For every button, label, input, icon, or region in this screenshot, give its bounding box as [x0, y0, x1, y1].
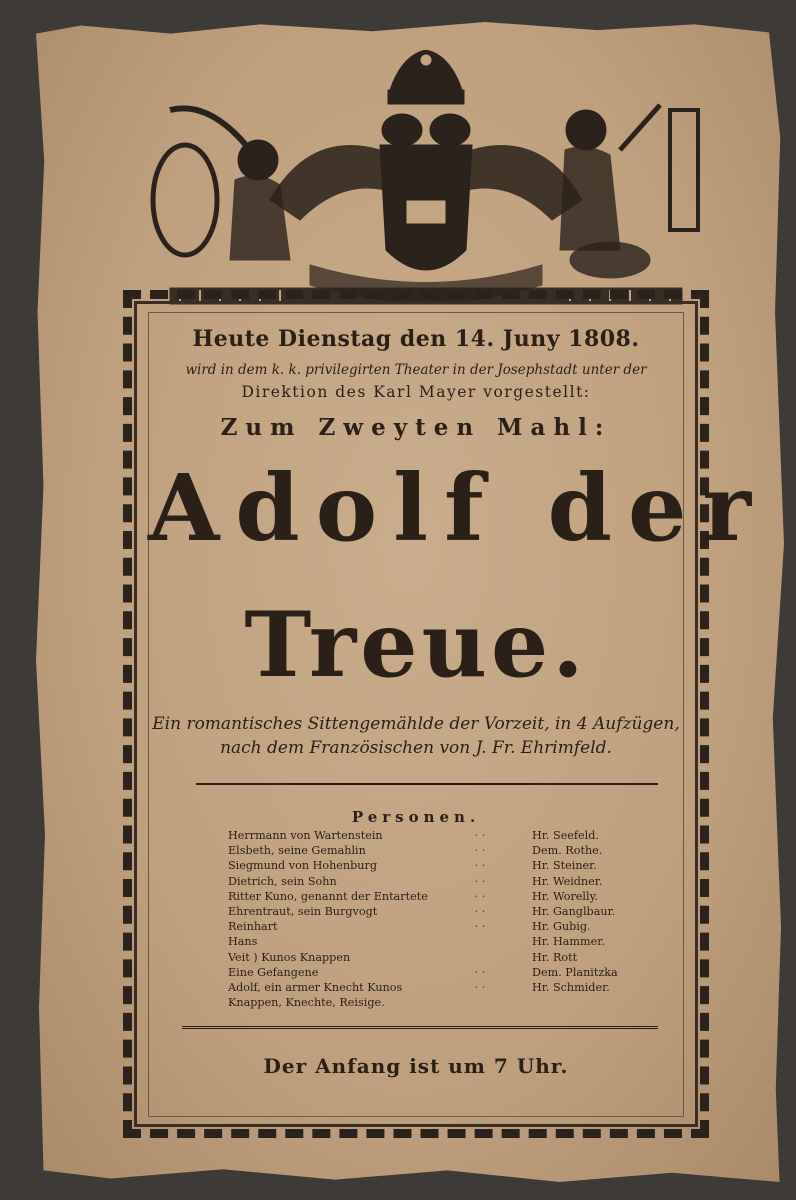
- play-title-line2: Treue.: [244, 592, 588, 698]
- leader-dots: · ·: [474, 889, 486, 903]
- cast-actor: Hr. Worelly.: [532, 889, 598, 903]
- divider-rule-bottom: [182, 1026, 658, 1029]
- cast-row: [228, 995, 618, 1010]
- cast-role: Knappen, Knechte, Reisige.: [228, 996, 385, 1010]
- start-time-line: Der Anfang ist um 7 Uhr.: [263, 1054, 569, 1078]
- subtitle-line1: Ein romantisches Sittengemählde der Vorzeit, in 4 Aufzügen,: [152, 714, 680, 734]
- cast-heading: Personen.: [351, 808, 481, 826]
- cast-actor: Hr. Hammer.: [532, 935, 605, 949]
- cast-role: Ehrentraut, sein Burgvogt: [228, 904, 378, 918]
- cast-row: [228, 965, 618, 980]
- cast-list: [228, 828, 618, 1010]
- cast-row: [228, 874, 618, 889]
- woodcut-eagle-header-image: [140, 50, 712, 308]
- cast-row: [228, 980, 618, 995]
- cast-row: [228, 904, 618, 919]
- leader-dots: · ·: [474, 904, 486, 918]
- cast-role: Elsbeth, seine Gemahlin: [228, 844, 366, 858]
- cast-role: Hans: [228, 935, 258, 949]
- cast-row: [228, 950, 618, 965]
- cast-role: Ritter Kuno, genannt der Entartete: [228, 889, 428, 903]
- leader-dots: · ·: [474, 920, 486, 934]
- leader-dots: · ·: [474, 874, 486, 888]
- cast-actor: Hr. Weidner.: [532, 874, 603, 888]
- cast-actor: [532, 995, 618, 1010]
- cast-actor: Hr. Schmider.: [532, 980, 610, 994]
- occasion-line: Zum Zweyten Mahl:: [220, 414, 612, 441]
- leader-dots: [428, 934, 532, 949]
- cast-role: Herrmann von Wartenstein: [228, 829, 383, 842]
- director-line: Direktion des Karl Mayer vorgestellt:: [241, 383, 591, 401]
- cast-actor: Dem. Planitzka: [532, 965, 618, 979]
- cast-role: Eine Gefangene: [228, 965, 319, 979]
- cast-role: Siegmund von Hohenburg: [228, 859, 377, 873]
- cast-actor: Hr. Ganglbaur.: [532, 904, 616, 918]
- cast-actor: Hr. Rott: [532, 950, 578, 964]
- subtitle-line2: nach dem Französischen von J. Fr. Ehrimfeld.: [220, 738, 612, 758]
- leader-dots: [428, 950, 532, 965]
- play-title-line1: Adolf der: [148, 454, 767, 562]
- cast-actor: Hr. Steiner.: [532, 859, 597, 873]
- leader-dots: · ·: [474, 859, 486, 873]
- venue-line: wird in dem k. k. privilegirten Theater in der Josephstadt unter der: [185, 362, 647, 378]
- leader-dots: · ·: [474, 965, 486, 979]
- cast-row: [228, 889, 618, 904]
- cast-actor: Hr. Seefeld.: [532, 829, 599, 842]
- cast-row: [228, 934, 618, 949]
- leader-dots: [428, 995, 532, 1010]
- leader-dots: · ·: [474, 829, 486, 842]
- cast-role: Reinhart: [228, 920, 278, 934]
- leader-dots: · ·: [474, 844, 486, 858]
- cast-row: [228, 858, 618, 873]
- divider-rule-top: [196, 783, 658, 785]
- cast-row: [228, 828, 618, 843]
- cast-role: Dietrich, sein Sohn: [228, 874, 337, 888]
- performance-date: Heute Dienstag den 14. Juny 1808.: [192, 326, 640, 352]
- cast-role: Veit ) Kunos Knappen: [228, 950, 351, 964]
- cast-actor: Dem. Rothe.: [532, 844, 603, 858]
- leader-dots: · ·: [474, 980, 486, 994]
- cast-actor: Hr. Gubig.: [532, 920, 591, 934]
- cast-row: [228, 919, 618, 934]
- cast-role: Adolf, ein armer Knecht Kunos: [228, 980, 403, 994]
- cast-row: [228, 843, 618, 858]
